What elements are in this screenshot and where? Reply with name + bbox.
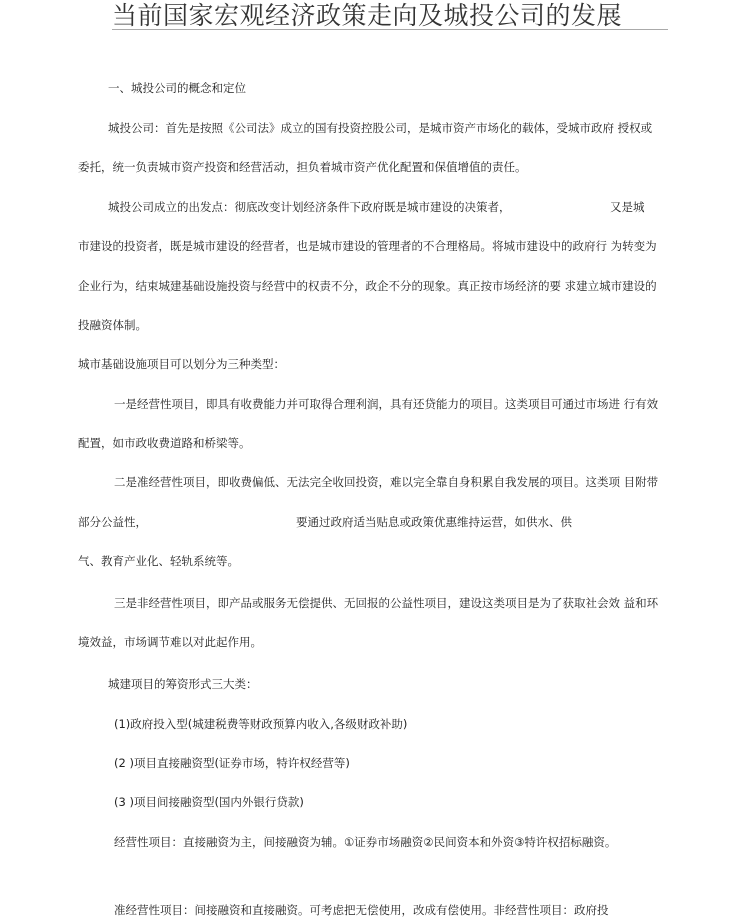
financing-item-2: (2 )项目直接融资型(证券市场，特许权经营等) [114,756,350,770]
origin-line-1a: 城投公司成立的出发点：彻底改变计划经济条件下政府既是城市建设的决策者， [108,200,511,214]
origin-line-3: 企业行为，结束城建基础设施投资与经营中的权责不分，政企不分的现象。真正按市场经济的要 求建立城市建设的 [78,279,657,293]
title-underline [112,29,668,30]
type1-line-2: 配置，如市政收费道路和桥梁等。 [78,436,251,450]
type2-line-1: 二是准经营性项目，即收费偏低、无法完全收回投资，难以完全靠自身积累自我发展的项目。这类项 目附带 [114,475,659,489]
type3-line-2: 境效益，市场调节难以对此起作用。 [78,635,262,649]
page-title: 当前国家宏观经济政策走向及城投公司的发展 [112,1,623,30]
financing-item-1: (1)政府投入型(城建税费等财政预算内收入,各级财政补助) [114,717,408,731]
origin-line-2: 市建设的投资者，既是城市建设的经营者，也是城市建设的管理者的不合理格局。将城市建设中的政府行 为转变为 [78,239,657,253]
origin-line-1b: 又是城 [610,200,645,214]
definition-line-1: 城投公司：首先是按照《公司法》成立的国有投资控股公司，是城市资产市场化的载体，受城市政府 授权或 [108,121,653,135]
type1-line-1: 一是经营性项目，即具有收费能力并可取得合理利润，具有还贷能力的项目。这类项目可通过市场进 行有效 [114,397,659,411]
type2-line-2b: 要通过政府适当贴息或政策优惠维持运营，如供水、供 [296,515,572,529]
project-types-intro: 城市基础设施项目可以划分为三种类型： [78,357,285,371]
definition-line-2: 委托，统一负责城市资产投资和经营活动，担负着城市资产优化配置和保值增值的责任。 [78,160,527,174]
type2-line-2a: 部分公益性， [78,515,147,529]
type3-line-1: 三是非经营性项目，即产品或服务无偿提供、无回报的公益性项目，建设这类项目是为了获取社会效 益和环 [114,596,659,610]
type2-line-3: 气、教育产业化、轻轨系统等。 [78,554,239,568]
section-heading: 一、城投公司的概念和定位 [108,81,246,95]
financing-item-3: (3 )项目间接融资型(国内外银行贷款) [114,795,304,809]
operating-projects: 经营性项目：直接融资为主，间接融资为辅。①证券市场融资②民间资本和外资③特许权招标融资。 [114,835,617,849]
origin-line-4: 投融资体制。 [78,318,147,332]
quasi-operating-line-1: 准经营性项目：间接融资和直接融资。可考虑把无偿使用，改成有偿使用。非经营性项目：政府投 [114,903,609,917]
financing-intro: 城建项目的筹资形式三大类： [108,677,258,691]
